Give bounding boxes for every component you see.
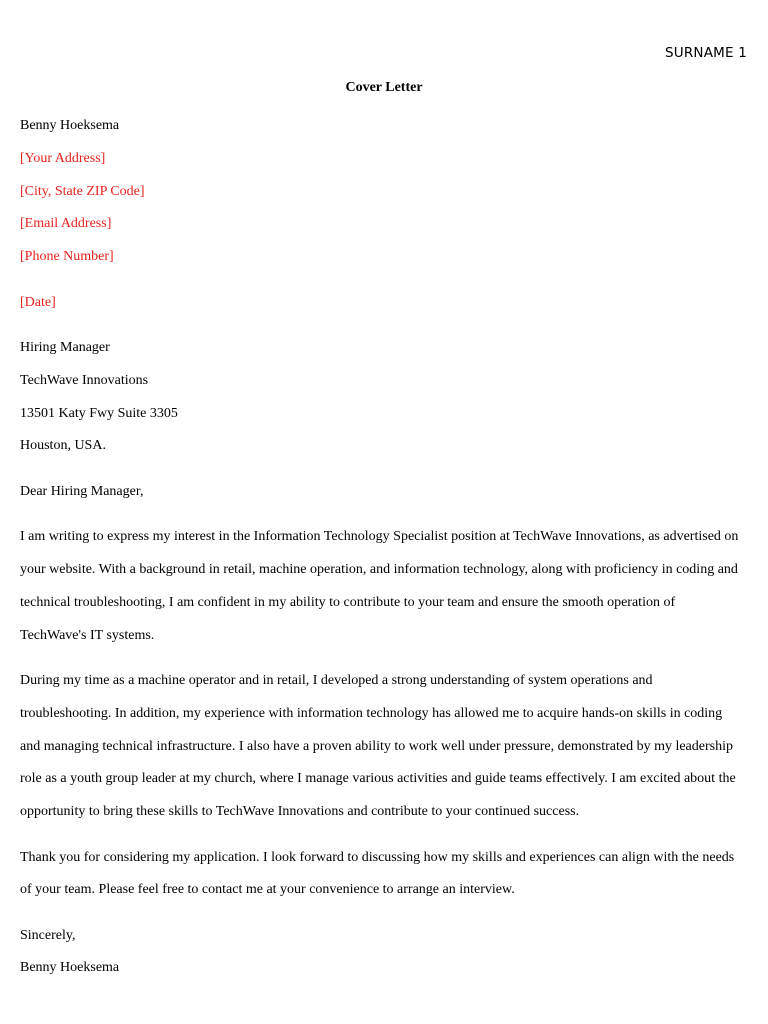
sender-phone-placeholder: [Phone Number] <box>20 249 114 265</box>
signature-name: Benny Hoeksema <box>20 960 120 976</box>
date-block <box>20 287 742 320</box>
closing: Sincerely, <box>20 927 76 943</box>
recipient-city: Houston, USA. <box>20 438 106 454</box>
sender-address-placeholder: [Your Address] <box>20 150 106 166</box>
closing-block <box>20 920 742 986</box>
recipient-street: 13501 Katy Fwy Suite 3305 <box>20 405 178 421</box>
running-header: SURNAME 1 <box>664 45 747 61</box>
date-placeholder: [Date] <box>20 294 56 310</box>
sender-block <box>20 110 742 274</box>
recipient-company: TechWave Innovations <box>20 372 149 388</box>
sender-email-placeholder: [Email Address] <box>20 216 112 232</box>
body-paragraph-3: Thank you for considering my application. I look forward to discussing how my skills and experiences can align with the needs of your team. Please feel free to contact me at your convenience to arrange an interview. <box>20 849 735 898</box>
salutation-block <box>20 476 742 509</box>
sender-city-placeholder: [City, State ZIP Code] <box>20 183 145 199</box>
body-paragraph-1: I am writing to express my interest in the Information Technology Specialist position at TechWave Innovations, as advertised on your website. With a background in retail, machine operation, and information technology, along with proficiency in coding and technical troubleshooting, I am confident in my ability to contribute to your team and ensure the smooth operation of TechWave's IT systems. <box>20 529 739 643</box>
recipient-block <box>20 332 742 463</box>
recipient-title: Hiring Manager <box>20 339 110 355</box>
sender-name: Benny Hoeksema <box>20 118 120 133</box>
letter-body <box>20 78 742 998</box>
body-paragraph-2: During my time as a machine operator and in retail, I developed a strong understanding of system operations and troubleshooting. In addition, my experience with information technology has allowed me to acquire hands-on skills in coding and managing technical infrastructure. I also have a proven ability to work well under pressure, demonstrated by my leadership role as a youth group leader at my church, where I manage various activities and guide teams effectively. I am excited about the opportunity to bring these skills to TechWave Innovations and contribute to your continued success. <box>20 672 736 820</box>
document-title: Cover Letter <box>345 80 423 95</box>
salutation: Dear Hiring Manager, <box>20 483 144 499</box>
